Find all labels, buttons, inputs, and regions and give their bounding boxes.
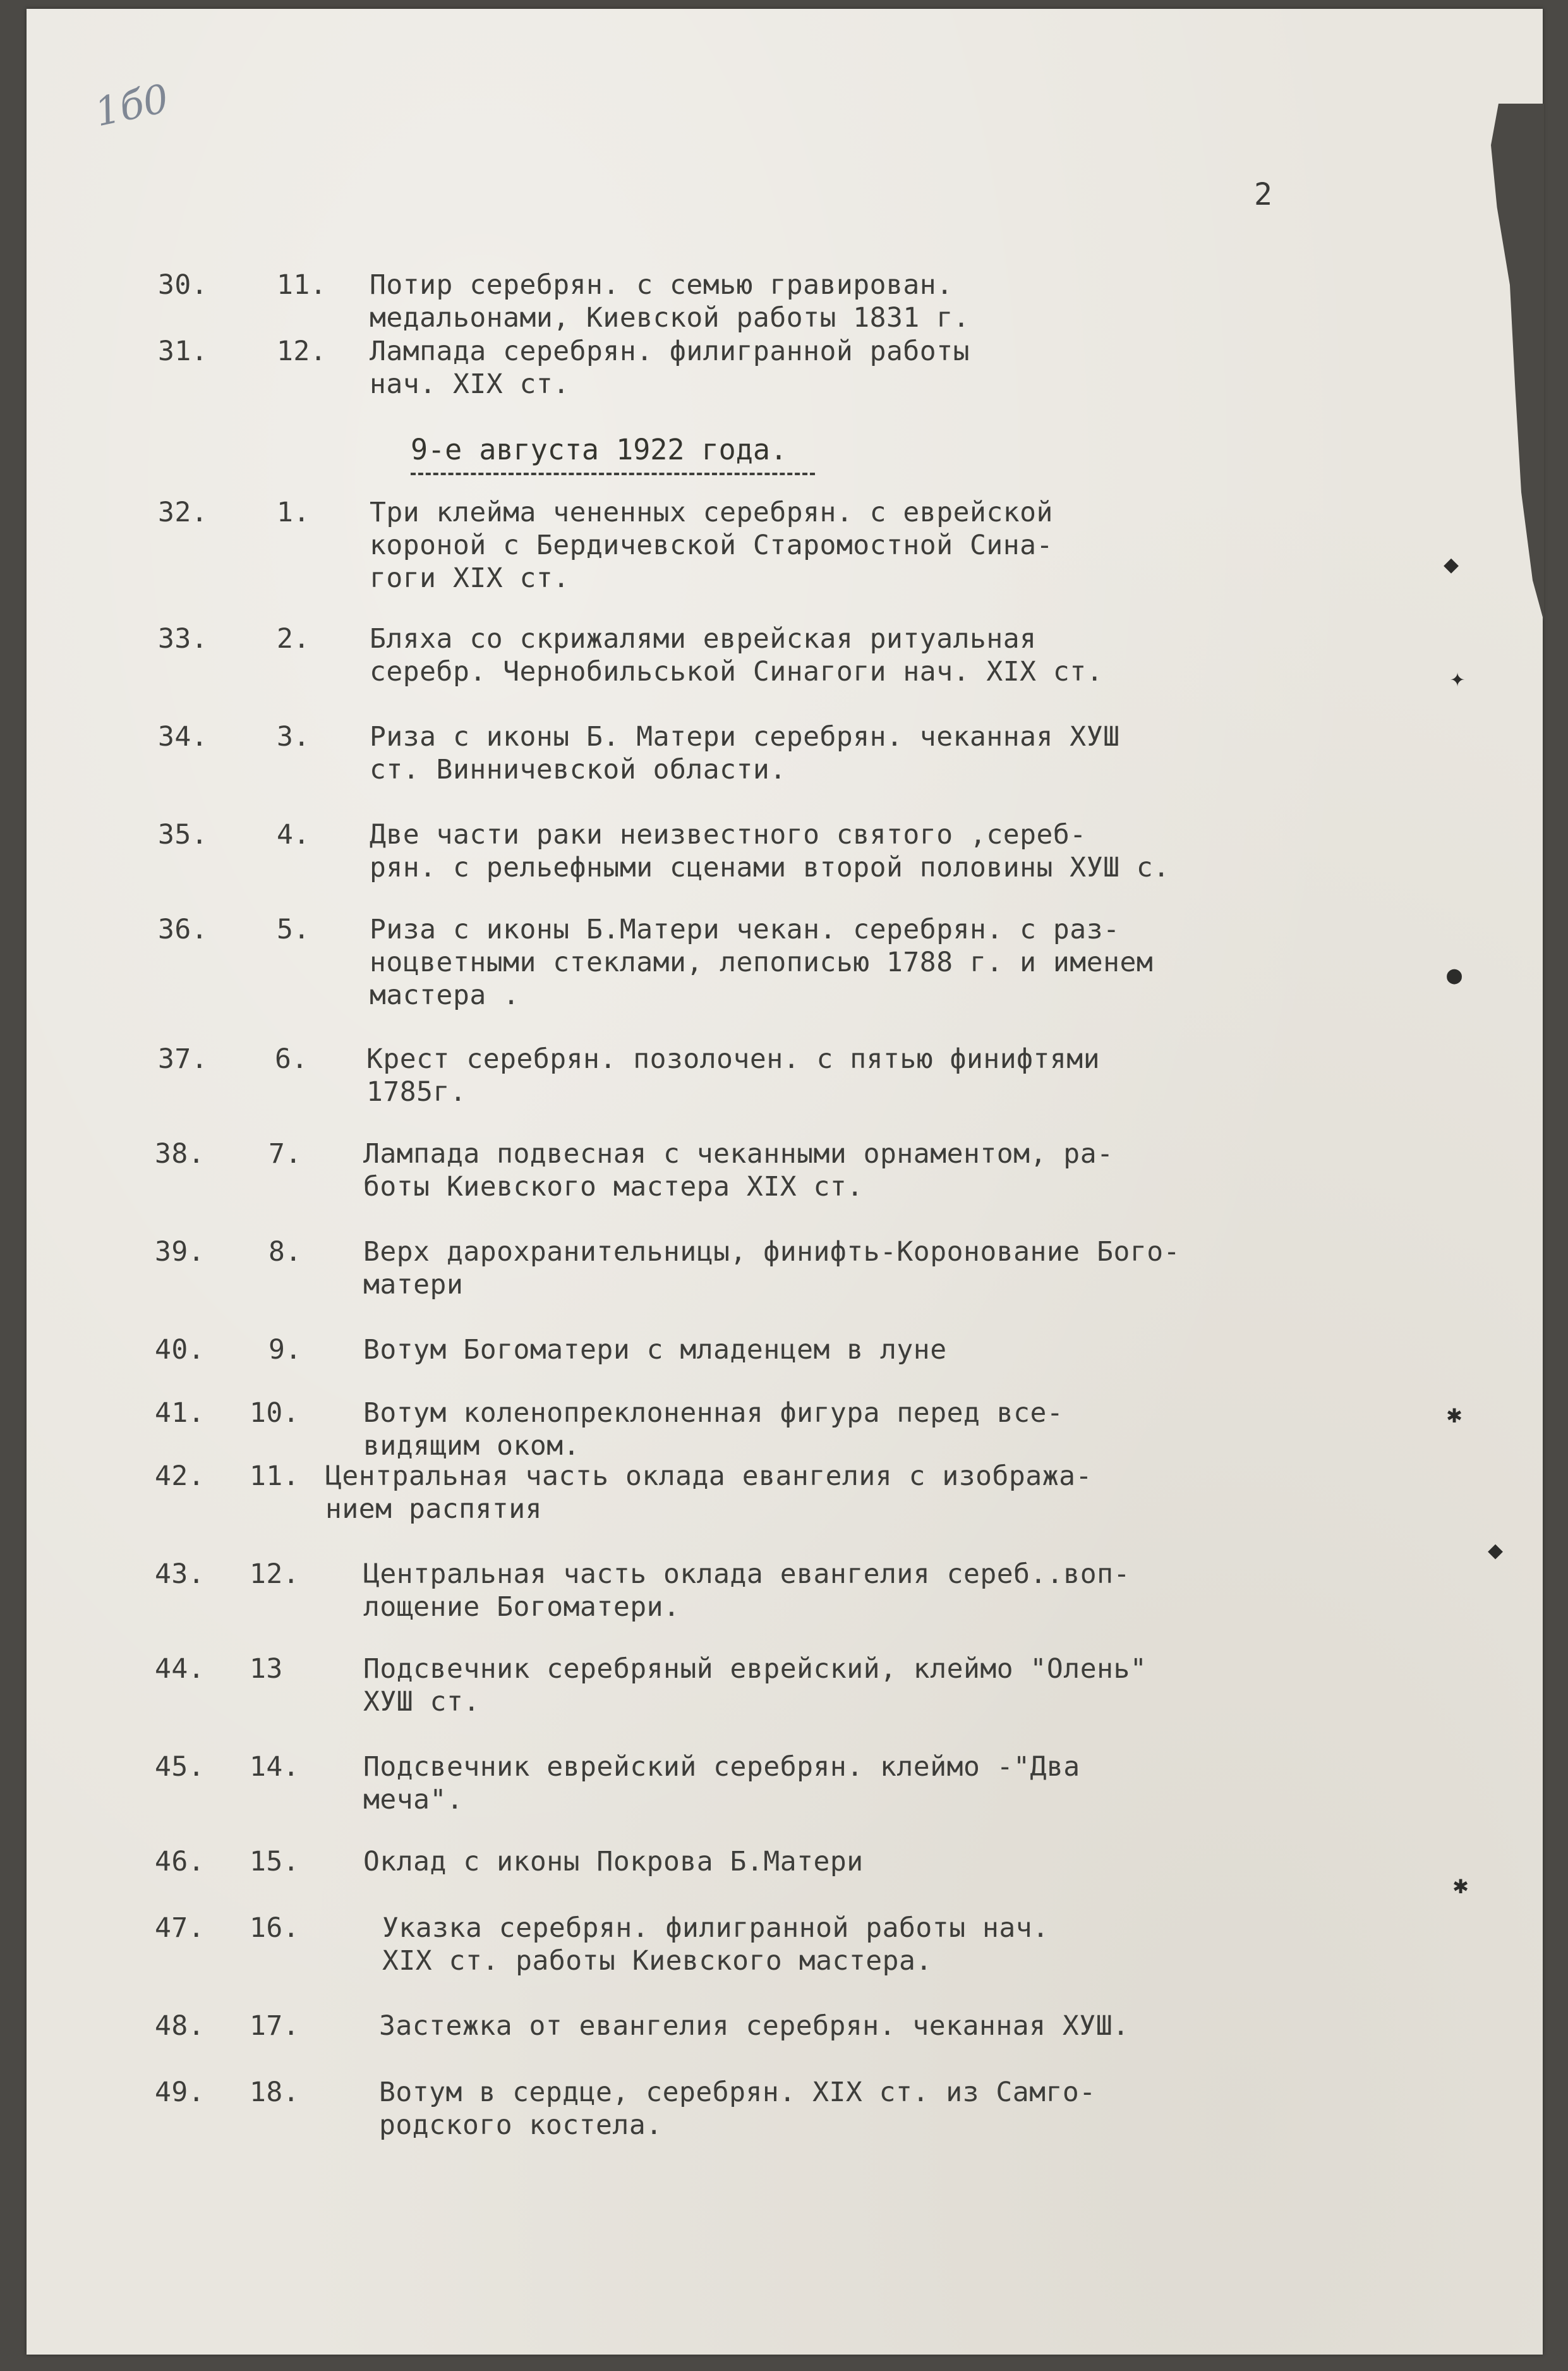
entry-subnumber: 16. [250, 1912, 300, 1944]
entry-description: Вотум Богоматери с младенцем в луне [363, 1334, 947, 1366]
date-heading: 9-е августа 1922 года. [411, 433, 788, 466]
entry-number: 41. [155, 1397, 205, 1429]
entry-subnumber: 9. [268, 1334, 302, 1366]
entry-description: Риза с иконы Б. Матери серебрян. чеканная ХУШ ст. Винничевской области. [370, 721, 1120, 785]
entry-number: 33. [158, 623, 208, 655]
entry-description: Потир серебрян. с семью гравирован. медальонами, Киевской работы 1831 г. [370, 269, 970, 334]
entry-description: Две части раки неизвестного святого ,сереб- рян. с рельефными сценами второй половины ХУШ с. [370, 819, 1170, 883]
entry-number: 40. [155, 1334, 205, 1366]
margin-speck: ◆ [1444, 550, 1459, 579]
margin-speck: ✱ [1447, 1400, 1462, 1429]
entry-description: Указка серебрян. филигранной работы нач. XIX ст. работы Киевского мастера. [382, 1912, 1049, 1977]
entry-subnumber: 14. [250, 1751, 300, 1783]
entry-number: 48. [155, 2010, 205, 2042]
date-underline [411, 473, 815, 475]
entry-subnumber: 5. [277, 914, 310, 945]
entry-description: Центральная часть оклада евангелия с изобража- нием распятия [325, 1460, 1092, 1525]
entry-subnumber: 2. [277, 623, 310, 655]
entry-subnumber: 7. [268, 1138, 302, 1170]
entry-description: Вотум в сердце, серебрян. XIX ст. из Самго- родского костела. [379, 2077, 1096, 2141]
entry-description: Бляха со скрижалями еврейская ритуальная серебр. Чернобильськой Синагоги нач. XIX ст. [370, 623, 1104, 688]
entry-number: 31. [158, 336, 208, 367]
entry-subnumber: 11. [250, 1460, 300, 1492]
entry-number: 47. [155, 1912, 205, 1944]
entry-subnumber: 6. [275, 1043, 308, 1075]
entry-description: Крест серебрян. позолочен. с пятью финифтями 1785г. [366, 1043, 1101, 1108]
margin-speck: ◆ [1488, 1536, 1504, 1565]
entry-number: 42. [155, 1460, 205, 1492]
entry-subnumber: 11. [277, 269, 327, 301]
entry-subnumber: 8. [268, 1236, 302, 1268]
entry-subnumber: 15. [250, 1846, 300, 1877]
entry-number: 39. [155, 1236, 205, 1268]
entry-description: Оклад с иконы Покрова Б.Матери [363, 1846, 864, 1877]
entry-number: 45. [155, 1751, 205, 1783]
entry-subnumber: 10. [250, 1397, 300, 1429]
entry-subnumber: 4. [277, 819, 310, 851]
entry-description: Подсвечник еврейский серебрян. клеймо -"Два меча". [363, 1751, 1080, 1816]
entry-description: Лампада серебрян. филигранной работы нач. XIX ст. [370, 336, 970, 400]
entry-subnumber: 12. [277, 336, 327, 367]
entry-description: Три клейма чененных серебрян. с еврейской короной с Бердичевской Старомостной Сина- гоги XIX ст. [370, 497, 1053, 594]
entry-number: 44. [155, 1653, 205, 1685]
entry-number: 36. [158, 914, 208, 945]
entry-description: Подсвечник серебряный еврейский, клеймо "Олень" ХУШ ст. [363, 1653, 1147, 1718]
margin-speck: ✦ [1450, 664, 1466, 693]
margin-speck: ● [1447, 961, 1462, 990]
entry-subnumber: 13 [250, 1653, 283, 1685]
entry-description: Риза с иконы Б.Матери чекан. серебрян. с раз- ноцветными стеклами, лепописью 1788 г. и именем мастера . [370, 914, 1154, 1011]
entry-subnumber: 17. [250, 2010, 300, 2042]
entry-number: 30. [158, 269, 208, 301]
entry-description: Лампада подвесная с чеканными орнаментом, ра- боты Киевского мастера XIX ст. [363, 1138, 1114, 1203]
entry-number: 43. [155, 1558, 205, 1590]
entry-number: 46. [155, 1846, 205, 1877]
entry-number: 37. [158, 1043, 208, 1075]
entry-number: 34. [158, 721, 208, 753]
entry-description: Центральная часть оклада евангелия сереб..воп- лощение Богоматери. [363, 1558, 1130, 1623]
entry-description: Застежка от евангелия серебрян. чеканная ХУШ. [379, 2010, 1130, 2042]
margin-speck: ✱ [1453, 1871, 1469, 1900]
archive-folio-mark: 1б0 [90, 75, 173, 136]
entry-subnumber: 3. [277, 721, 310, 753]
entry-number: 32. [158, 497, 208, 528]
page-number: 2 [1254, 177, 1272, 212]
entry-subnumber: 1. [277, 497, 310, 528]
entry-description: Вотум коленопреклоненная фигура перед все- видящим оком. [363, 1397, 1064, 1462]
entry-number: 38. [155, 1138, 205, 1170]
entry-number: 49. [155, 2077, 205, 2108]
entry-description: Верх дарохранительницы, финифть-Коронование Бого- матери [363, 1236, 1181, 1301]
entry-subnumber: 12. [250, 1558, 300, 1590]
entry-subnumber: 18. [250, 2077, 300, 2108]
entry-number: 35. [158, 819, 208, 851]
